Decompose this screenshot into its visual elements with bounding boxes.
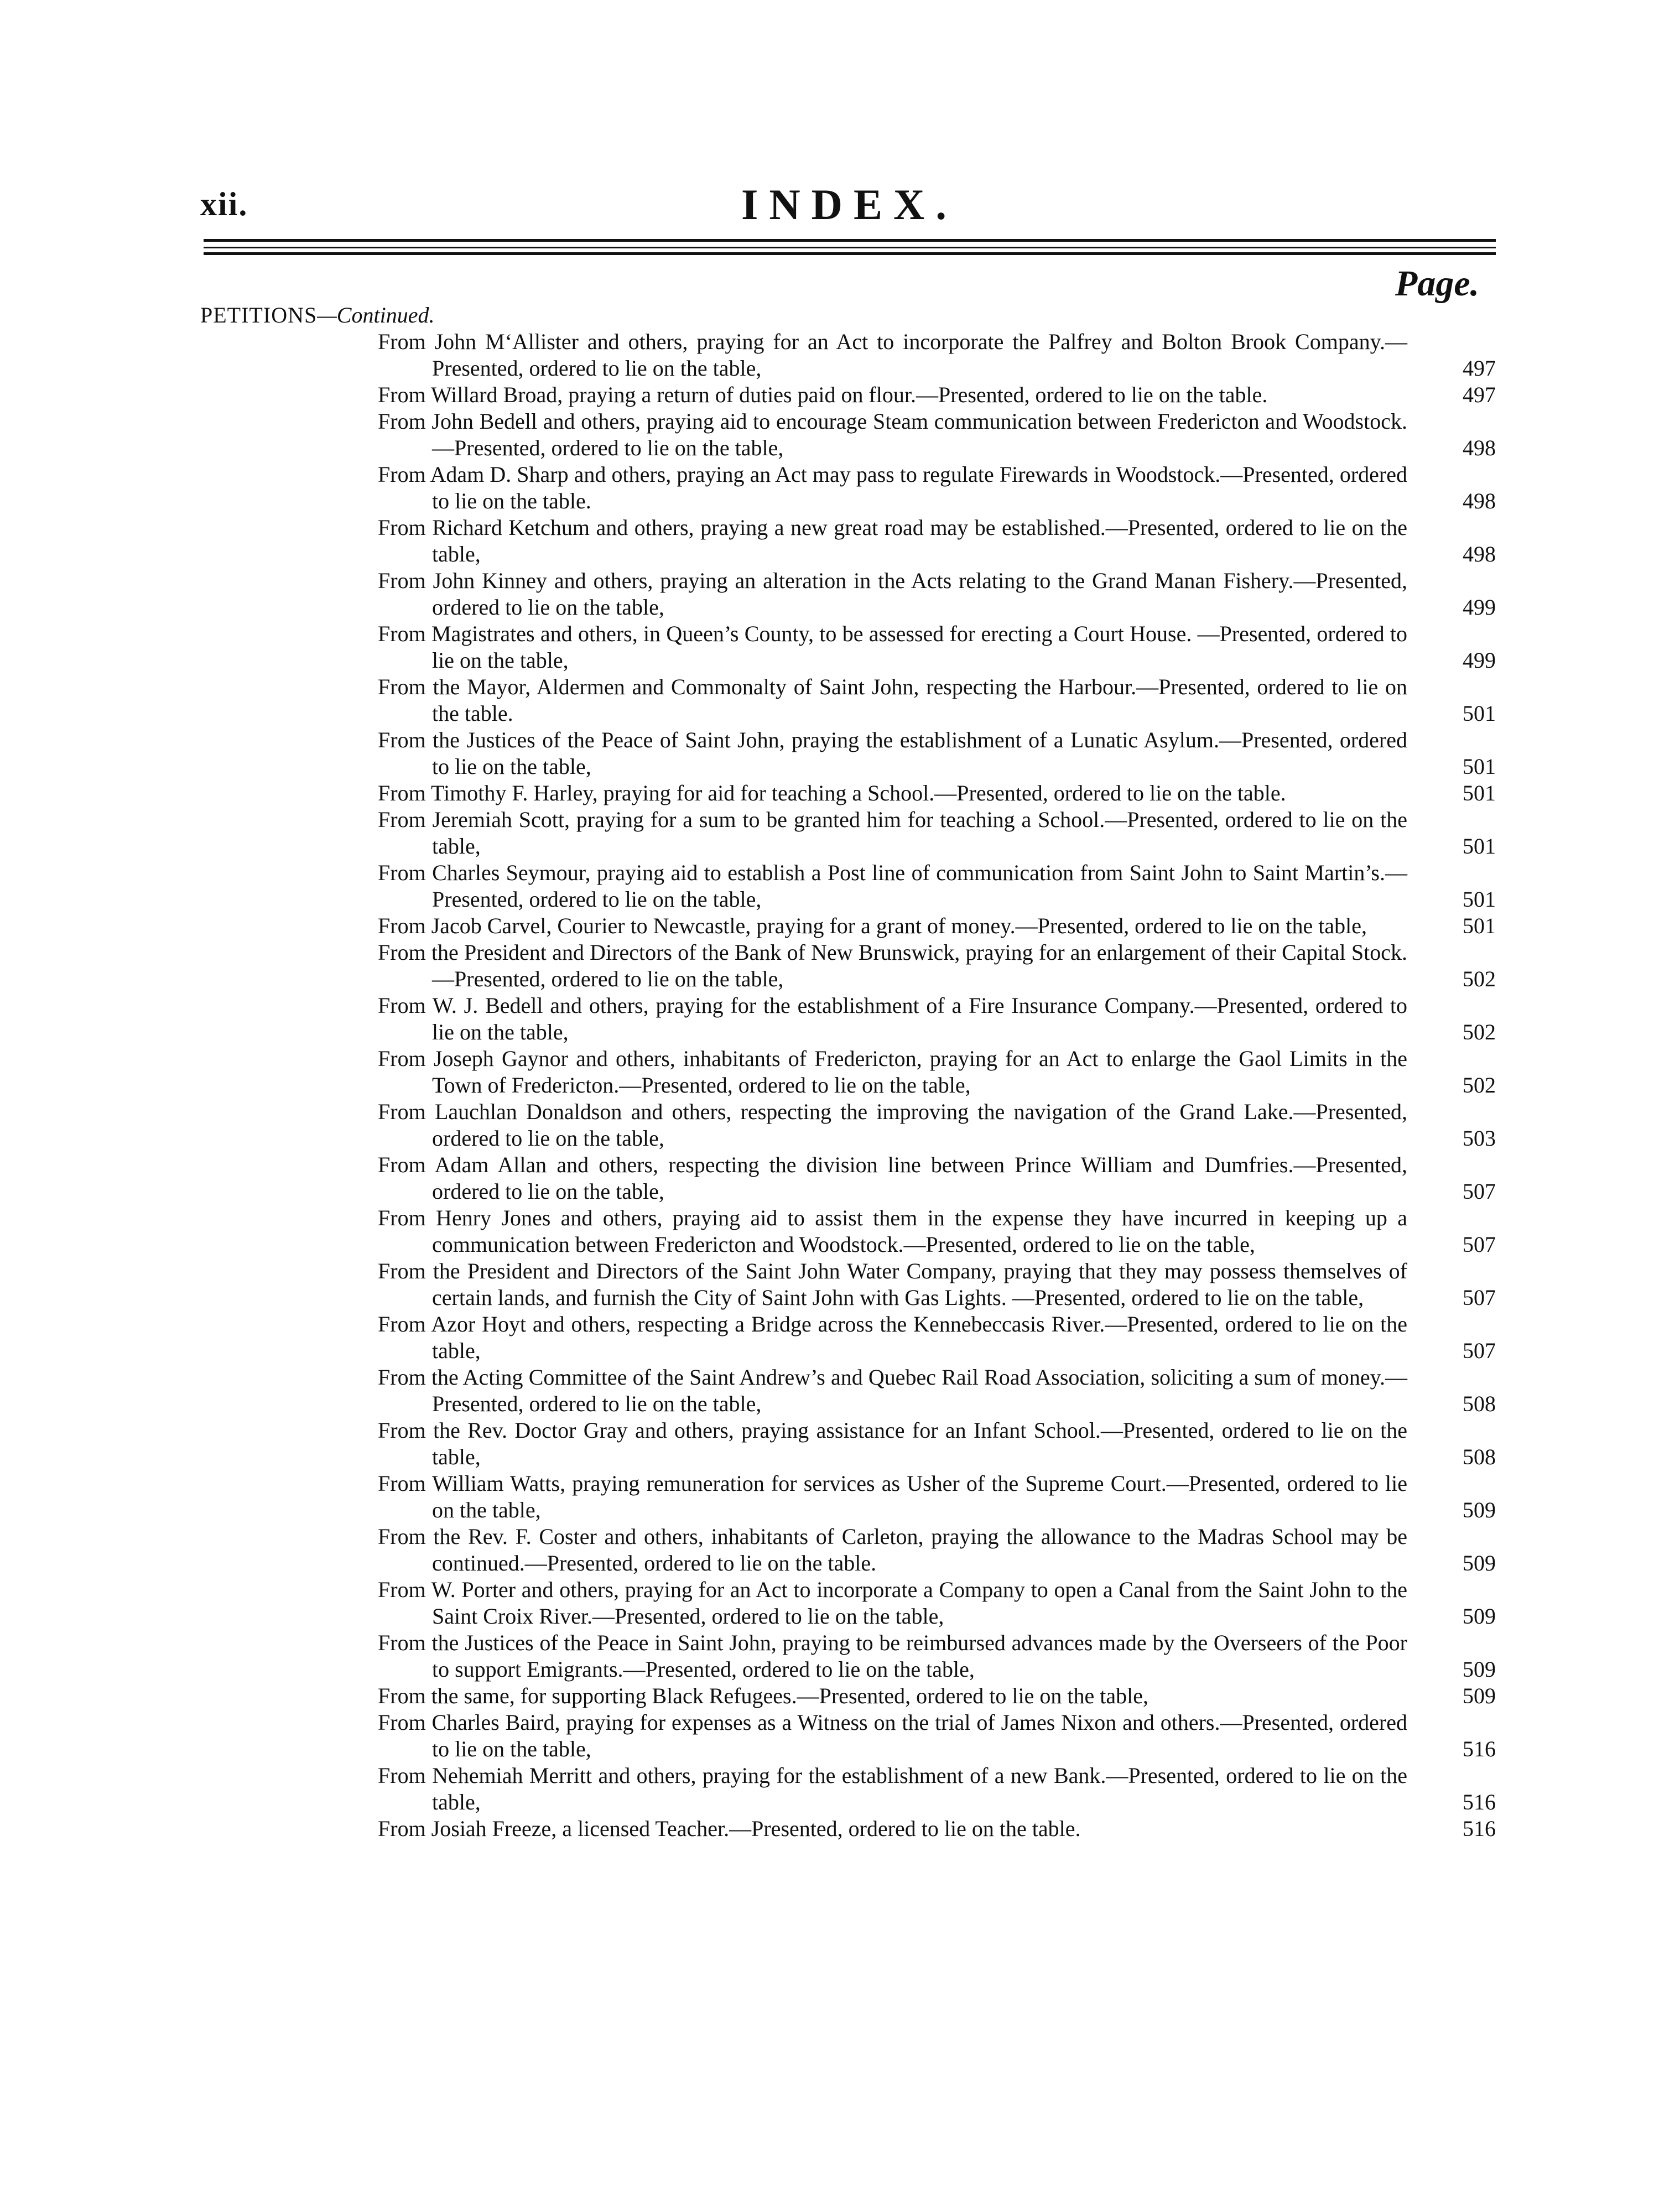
- index-entry: [378, 913, 1496, 939]
- entry-text: From Adam Allan and others, respecting the division line between Prince William and Dumfries.—Presented, ordered to lie on the table,: [378, 1152, 1407, 1204]
- index-entry: [378, 674, 1496, 727]
- entry-page: 509: [1463, 1497, 1496, 1522]
- entry-page: 509: [1463, 1683, 1496, 1708]
- entry-text: From Henry Jones and others, praying aid to assist them in the expense they have incurred in keeping up a communication between Fredericton and Woodstock.—Presented, ordered to lie on the table,: [378, 1205, 1407, 1257]
- entry-page: 499: [1463, 595, 1496, 620]
- index-entry: [378, 1205, 1496, 1258]
- index-entry: [378, 1258, 1496, 1311]
- entry-page: 507: [1463, 1232, 1496, 1257]
- entry-text: From Adam D. Sharp and others, praying an Act may pass to regulate Firewards in Woodstock.—Presented, ordered to lie on the table.: [378, 462, 1407, 513]
- entry-page: 516: [1463, 1816, 1496, 1841]
- entry-text: From Jacob Carvel, Courier to Newcastle, praying for a grant of money.—Presented, ordered to lie on the table,: [378, 913, 1367, 938]
- entry-text: From the President and Directors of the Bank of New Brunswick, praying for an enlargement of their Capital Stock.—Presented, ordered to lie on the table,: [378, 940, 1407, 991]
- index-entry: [378, 568, 1496, 621]
- entry-page: 502: [1463, 1020, 1496, 1044]
- index-entry: [378, 1523, 1496, 1577]
- index-entry: [378, 514, 1496, 568]
- index-entry: [378, 1152, 1496, 1205]
- entry-text: From Charles Baird, praying for expenses as a Witness on the trial of James Nixon and others.—Presented, ordered to lie on the table,: [378, 1710, 1407, 1761]
- entry-page: 497: [1463, 382, 1496, 407]
- entry-text: From Lauchlan Donaldson and others, respecting the improving the navigation of the Grand Lake.—Presented, ordered to lie on the table,: [378, 1099, 1407, 1151]
- index-entry: [378, 1364, 1496, 1417]
- entry-text: From Jeremiah Scott, praying for a sum to be granted him for teaching a School.—Presented, ordered to lie on the table,: [378, 807, 1407, 859]
- entry-text: From Joseph Gaynor and others, inhabitants of Fredericton, praying for an Act to enlarge the Gaol Limits in the Town of Fredericton.—Presented, ordered to lie on the table,: [378, 1046, 1407, 1098]
- entry-text: From the Justices of the Peace in Saint John, praying to be reimbursed advances made by the Overseers of the Poor to support Emigrants.—Presented, ordered to lie on the table,: [378, 1630, 1407, 1682]
- index-entry: [378, 1762, 1496, 1816]
- page-column-label: Page.: [1395, 263, 1480, 304]
- index-entry: [378, 461, 1496, 514]
- index-entry: [378, 408, 1496, 461]
- entry-page: 501: [1463, 754, 1496, 779]
- entry-text: From the same, for supporting Black Refugees.—Presented, ordered to lie on the table,: [378, 1683, 1148, 1708]
- entry-text: From the Rev. Doctor Gray and others, praying assistance for an Infant School.—Presented, ordered to lie on the table,: [378, 1418, 1407, 1469]
- entry-page: 502: [1463, 966, 1496, 991]
- entry-text: From Azor Hoyt and others, respecting a Bridge across the Kennebeccasis River.—Presented, ordered to lie on the table,: [378, 1312, 1407, 1363]
- entry-page: 507: [1463, 1179, 1496, 1204]
- header-rule-top: [204, 239, 1496, 242]
- page-title: INDEX.: [741, 180, 958, 228]
- entry-page: 507: [1463, 1285, 1496, 1310]
- entry-text: From Timothy F. Harley, praying for aid for teaching a School.—Presented, ordered to lie on the table.: [378, 781, 1286, 805]
- entry-page: 516: [1463, 1736, 1496, 1761]
- entry-text: From John Kinney and others, praying an alteration in the Acts relating to the Grand Manan Fishery.—Presented, ordered to lie on the table,: [378, 568, 1407, 620]
- section-heading: [200, 302, 434, 328]
- entry-text: From Richard Ketchum and others, praying a new great road may be established.—Presented, ordered to lie on the table,: [378, 515, 1407, 566]
- page-number: xii.: [200, 186, 248, 222]
- entry-page: 509: [1463, 1657, 1496, 1682]
- entry-page: 507: [1463, 1338, 1496, 1363]
- entry-text: From Nehemiah Merritt and others, praying for the establishment of a new Bank.—Presented, ordered to lie on the table,: [378, 1763, 1407, 1814]
- section-label: PETITIONS: [200, 303, 318, 327]
- index-entry: [378, 939, 1496, 992]
- index-entry: [378, 329, 1496, 382]
- index-entry: [378, 1046, 1496, 1099]
- index-entry: [378, 1630, 1496, 1683]
- entry-page: 499: [1463, 648, 1496, 673]
- header-rule-middle: [204, 247, 1496, 248]
- entry-text: From the Acting Committee of the Saint Andrew’s and Quebec Rail Road Association, soliciting a sum of money.—Presented, ordered to lie on the table,: [378, 1365, 1407, 1416]
- entry-text: From W. J. Bedell and others, praying for the establishment of a Fire Insurance Company.—Presented, ordered to lie on the table,: [378, 993, 1407, 1044]
- entry-page: 501: [1463, 834, 1496, 859]
- index-entry: [378, 807, 1496, 860]
- entry-text: From the Justices of the Peace of Saint John, praying the establishment of a Lunatic Asylum.—Presented, ordered to lie on the table,: [378, 727, 1407, 779]
- entry-page: 502: [1463, 1073, 1496, 1098]
- entry-page: 501: [1463, 781, 1496, 805]
- index-entry: [378, 1709, 1496, 1762]
- entry-text: From W. Porter and others, praying for an Act to incorporate a Company to open a Canal from the Saint John to the Saint Croix River.—Presented, ordered to lie on the table,: [378, 1577, 1407, 1629]
- index-entry: [378, 1099, 1496, 1152]
- entry-text: From Willard Broad, praying a return of duties paid on flour.—Presented, ordered to lie on the table.: [378, 382, 1268, 407]
- entry-page: 498: [1463, 488, 1496, 513]
- entry-page: 508: [1463, 1391, 1496, 1416]
- entry-page: 516: [1463, 1790, 1496, 1814]
- index-entry: [378, 1683, 1496, 1709]
- index-entry: [378, 860, 1496, 913]
- entry-page: 501: [1463, 887, 1496, 912]
- index-entry: [378, 1470, 1496, 1523]
- entry-text: From William Watts, praying remuneration for services as Usher of the Supreme Court.—Presented, ordered to lie on the table,: [378, 1471, 1407, 1522]
- entry-text: From John M‘Allister and others, praying for an Act to incorporate the Palfrey and Bolton Brook Company.—Presented, ordered to lie on the table,: [378, 329, 1407, 381]
- entry-text: From Charles Seymour, praying aid to establish a Post line of communication from Saint John to Saint Martin’s.—Presented, ordered to lie on the table,: [378, 860, 1407, 912]
- entry-page: 501: [1463, 913, 1496, 938]
- index-entry: [378, 1816, 1496, 1842]
- entry-page: 509: [1463, 1604, 1496, 1629]
- index-entry: [378, 1417, 1496, 1470]
- index-entry: [378, 621, 1496, 674]
- entry-text: From John Bedell and others, praying aid to encourage Steam communication between Fredericton and Woodstock.—Presented, ordered to lie on the table,: [378, 409, 1407, 460]
- index-entry: [378, 382, 1496, 408]
- entry-text: From the Rev. F. Coster and others, inhabitants of Carleton, praying the allowance to the Madras School may be continued.—Presented, ordered to lie on the table.: [378, 1524, 1407, 1575]
- header-rule-bottom: [204, 252, 1496, 255]
- entry-page: 498: [1463, 542, 1496, 566]
- index-entry: [378, 780, 1496, 807]
- entry-page: 501: [1463, 701, 1496, 726]
- entry-text: From Josiah Freeze, a licensed Teacher.—Presented, ordered to lie on the table.: [378, 1816, 1081, 1841]
- index-entry: [378, 1577, 1496, 1630]
- index-entry: [378, 992, 1496, 1046]
- index-entries: [378, 329, 1496, 1842]
- section-continued: —Continued.: [317, 303, 435, 327]
- entry-text: From Magistrates and others, in Queen’s County, to be assessed for erecting a Court House. —Presented, ordered to lie on the table,: [378, 621, 1407, 673]
- entry-text: From the President and Directors of the Saint John Water Company, praying that they may possess themselves of certain lands, and furnish the City of Saint John with Gas Lights. —Presented, ordered to lie on the table,: [378, 1258, 1407, 1310]
- entry-page: 498: [1463, 435, 1496, 460]
- entry-page: 509: [1463, 1551, 1496, 1575]
- index-entry: [378, 1311, 1496, 1364]
- entry-page: 508: [1463, 1444, 1496, 1469]
- entry-page: 497: [1463, 356, 1496, 381]
- entry-text: From the Mayor, Aldermen and Commonalty of Saint John, respecting the Harbour.—Presented, ordered to lie on the table.: [378, 674, 1407, 726]
- entry-page: 503: [1463, 1126, 1496, 1151]
- index-entry: [378, 727, 1496, 780]
